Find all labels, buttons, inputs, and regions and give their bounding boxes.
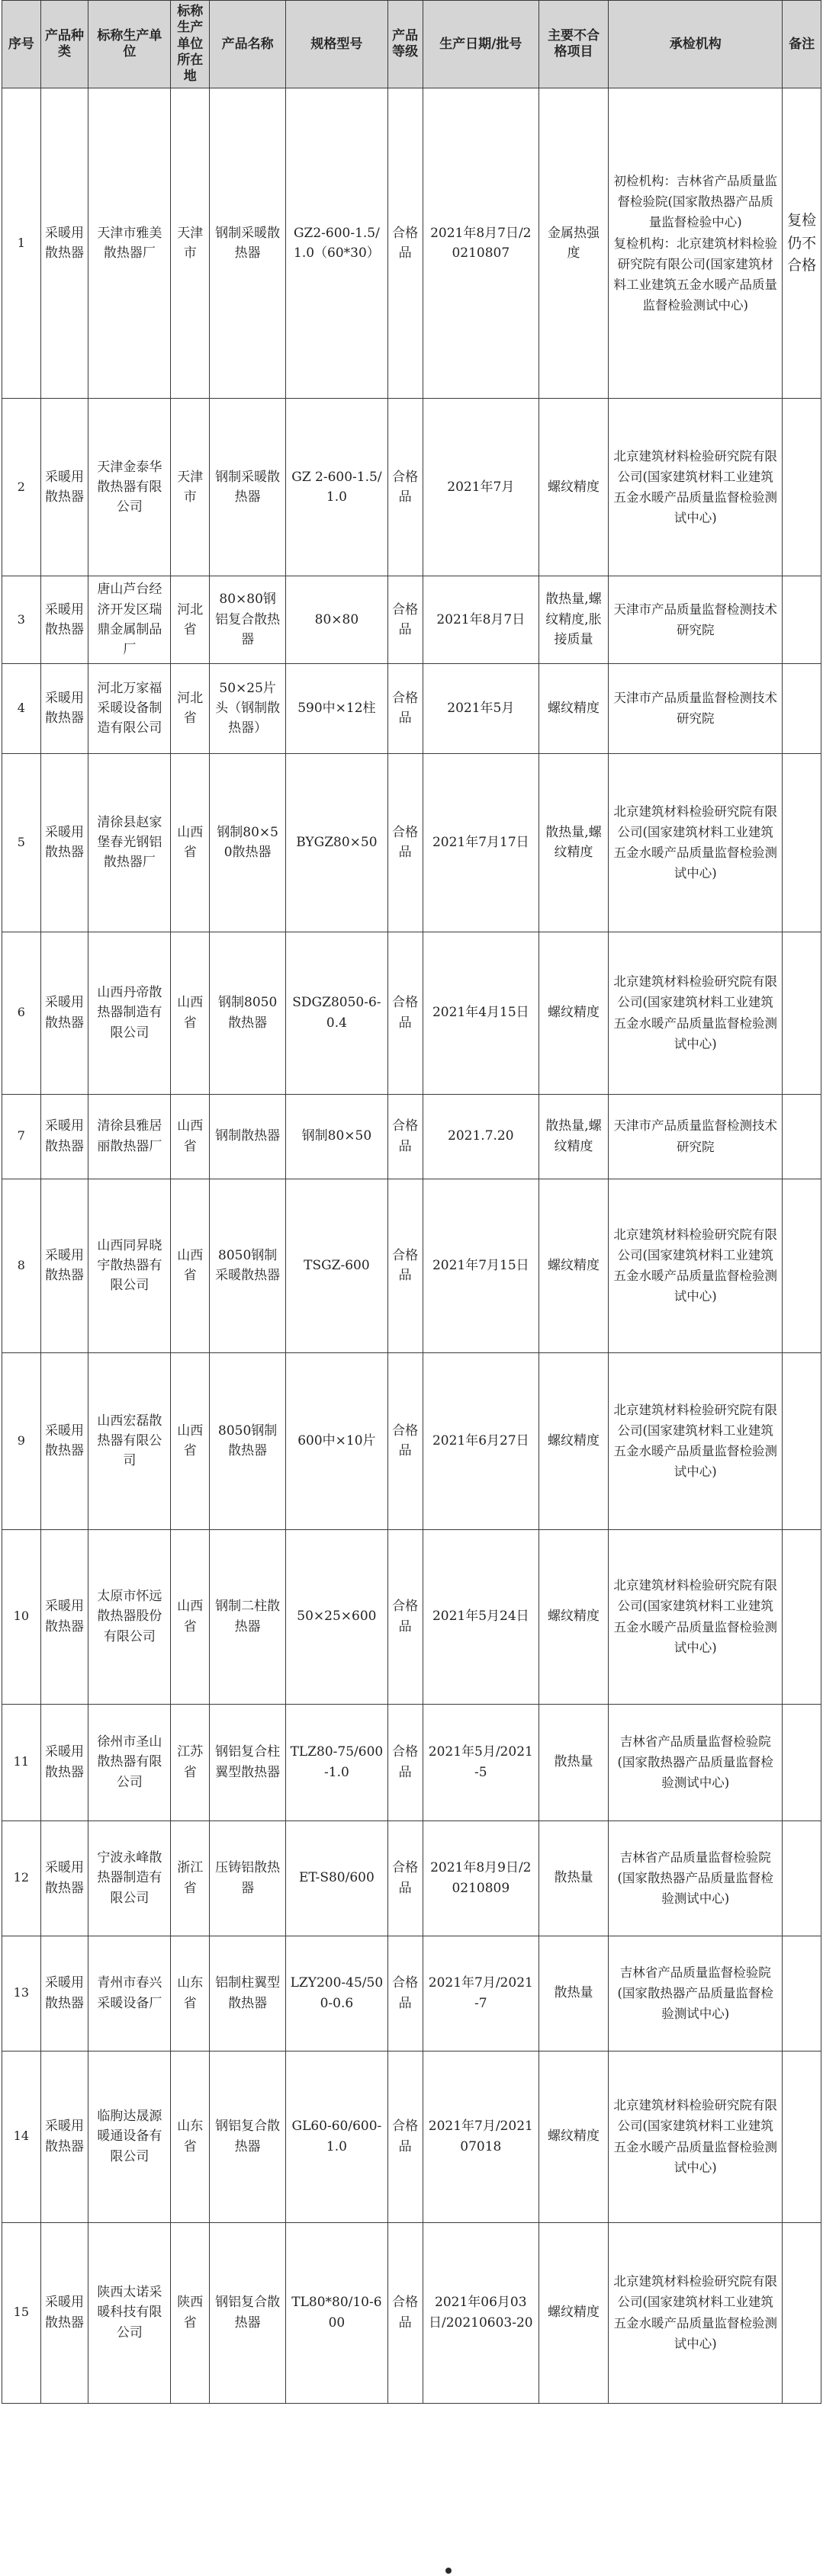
cell-location: 山西省 xyxy=(171,1094,210,1179)
table-row xyxy=(2,1179,821,1352)
bottom-edge xyxy=(0,2566,823,2576)
cell-note xyxy=(783,1529,821,1704)
cell-type: 采暖用散热器 xyxy=(40,663,88,753)
cell-model: TLZ80-75/600-1.0 xyxy=(286,1704,387,1821)
cell-grade: 合格品 xyxy=(387,1936,423,2051)
cell-type: 采暖用散热器 xyxy=(40,1529,88,1704)
cell-product: 钢制采暖散热器 xyxy=(210,399,286,576)
cell-failed: 螺纹精度 xyxy=(538,663,608,753)
cell-failed: 螺纹精度 xyxy=(538,1179,608,1352)
cell-type: 采暖用散热器 xyxy=(40,1821,88,1936)
cell-product: 8050钢制散热器 xyxy=(210,1352,286,1529)
cell-note xyxy=(783,663,821,753)
cell-product: 钢制80×50散热器 xyxy=(210,753,286,932)
cell-product: 8050钢制采暖散热器 xyxy=(210,1179,286,1352)
table-row xyxy=(2,1352,821,1529)
cell-location: 河北省 xyxy=(171,663,210,753)
cell-product: 80×80钢铝复合散热器 xyxy=(210,576,286,663)
cell-location: 山西省 xyxy=(171,753,210,932)
cell-date: 2021年8月9日/20210809 xyxy=(423,1821,538,1936)
table-row xyxy=(2,1821,821,1936)
cell-model: 600中×10片 xyxy=(286,1352,387,1529)
cell-lab: 北京建筑材料检验研究院有限公司(国家建筑材料工业建筑五金水暖产品质量监督检验测试中心) xyxy=(609,2222,783,2403)
cell-note xyxy=(783,932,821,1094)
cell-model: GL60-60/600-1.0 xyxy=(286,2051,387,2222)
cell-product: 钢铝复合柱翼型散热器 xyxy=(210,1704,286,1821)
table-row xyxy=(2,1704,821,1821)
cell-no: 8 xyxy=(2,1179,41,1352)
cell-note: 复检仍不合格 xyxy=(783,88,821,399)
cell-type: 采暖用散热器 xyxy=(40,753,88,932)
cell-model: LZY200-45/500-0.6 xyxy=(286,1936,387,2051)
cell-no: 7 xyxy=(2,1094,41,1179)
cell-note xyxy=(783,1704,821,1821)
cell-lab: 天津市产品质量监督检测技术研究院 xyxy=(609,663,783,753)
cell-date: 2021年8月7日/20210807 xyxy=(423,88,538,399)
cell-lab: 北京建筑材料检验研究院有限公司(国家建筑材料工业建筑五金水暖产品质量监督检验测试中心) xyxy=(609,2051,783,2222)
cell-location: 天津市 xyxy=(171,88,210,399)
cell-lab: 北京建筑材料检验研究院有限公司(国家建筑材料工业建筑五金水暖产品质量监督检验测试中心) xyxy=(609,753,783,932)
cell-grade: 合格品 xyxy=(387,1704,423,1821)
cell-type: 采暖用散热器 xyxy=(40,399,88,576)
cell-model: TSGZ-600 xyxy=(286,1179,387,1352)
col-header-grade: 产品等级 xyxy=(387,1,423,88)
cell-note xyxy=(783,1936,821,2051)
cell-model: GZ2-600-1.5/1.0（60*30） xyxy=(286,88,387,399)
cell-failed: 螺纹精度 xyxy=(538,2051,608,2222)
cell-product: 钢制8050散热器 xyxy=(210,932,286,1094)
cell-no: 4 xyxy=(2,663,41,753)
cell-no: 5 xyxy=(2,753,41,932)
cell-type: 采暖用散热器 xyxy=(40,1179,88,1352)
cell-location: 天津市 xyxy=(171,399,210,576)
cell-location: 陕西省 xyxy=(171,2222,210,2403)
table-row xyxy=(2,1529,821,1704)
cell-failed: 螺纹精度 xyxy=(538,399,608,576)
cell-company: 徐州市圣山散热器有限公司 xyxy=(88,1704,171,1821)
cell-type: 采暖用散热器 xyxy=(40,1352,88,1529)
table-header xyxy=(2,1,821,88)
cell-failed: 散热量,螺纹精度,胀接质量 xyxy=(538,576,608,663)
cell-lab: 北京建筑材料检验研究院有限公司(国家建筑材料工业建筑五金水暖产品质量监督检验测试中心) xyxy=(609,399,783,576)
cell-date: 2021年4月15日 xyxy=(423,932,538,1094)
col-header-no: 序号 xyxy=(2,1,41,88)
cell-grade: 合格品 xyxy=(387,753,423,932)
cell-no: 1 xyxy=(2,88,41,399)
cell-date: 2021年7月/2021-7 xyxy=(423,1936,538,2051)
table-row xyxy=(2,1094,821,1179)
table-row xyxy=(2,2222,821,2403)
cell-date: 2021年8月7日 xyxy=(423,576,538,663)
col-header-failed: 主要不合格项目 xyxy=(538,1,608,88)
cell-product: 50×25片头（钢制散热器） xyxy=(210,663,286,753)
cell-company: 太原市怀远散热器股份有限公司 xyxy=(88,1529,171,1704)
col-header-company: 标称生产单位 xyxy=(88,1,171,88)
table-row xyxy=(2,932,821,1094)
cell-lab: 吉林省产品质量监督检验院(国家散热器产品质量监督检验测试中心) xyxy=(609,1821,783,1936)
cell-company: 陕西太诺采暖科技有限公司 xyxy=(88,2222,171,2403)
cell-company: 山西同昇晓宇散热器有限公司 xyxy=(88,1179,171,1352)
cell-product: 钢制二柱散热器 xyxy=(210,1529,286,1704)
cell-note xyxy=(783,1352,821,1529)
cell-date: 2021年5月/2021-5 xyxy=(423,1704,538,1821)
cell-lab: 天津市产品质量监督检测技术研究院 xyxy=(609,576,783,663)
cell-date: 2021年7月/202107018 xyxy=(423,2051,538,2222)
cell-company: 河北万家福采暖设备制造有限公司 xyxy=(88,663,171,753)
cell-model: ET-S80/600 xyxy=(286,1821,387,1936)
cell-grade: 合格品 xyxy=(387,88,423,399)
cell-model: 590中×12柱 xyxy=(286,663,387,753)
cell-failed: 螺纹精度 xyxy=(538,1529,608,1704)
table-row xyxy=(2,88,821,399)
cell-location: 江苏省 xyxy=(171,1704,210,1821)
table-row xyxy=(2,399,821,576)
cell-type: 采暖用散热器 xyxy=(40,576,88,663)
cell-failed: 金属热强度 xyxy=(538,88,608,399)
cell-lab: 北京建筑材料检验研究院有限公司(国家建筑材料工业建筑五金水暖产品质量监督检验测试中心) xyxy=(609,1179,783,1352)
table-row xyxy=(2,2051,821,2222)
cell-location: 山西省 xyxy=(171,1529,210,1704)
cell-company: 天津市雅美散热器厂 xyxy=(88,88,171,399)
cell-grade: 合格品 xyxy=(387,576,423,663)
cell-location: 山西省 xyxy=(171,1352,210,1529)
cell-location: 山东省 xyxy=(171,1936,210,2051)
cell-type: 采暖用散热器 xyxy=(40,932,88,1094)
cell-model: 80×80 xyxy=(286,576,387,663)
cell-failed: 螺纹精度 xyxy=(538,2222,608,2403)
cell-model: BYGZ80×50 xyxy=(286,753,387,932)
cell-lab: 吉林省产品质量监督检验院(国家散热器产品质量监督检验测试中心) xyxy=(609,1936,783,2051)
col-header-note: 备注 xyxy=(783,1,821,88)
table-row xyxy=(2,1936,821,2051)
cell-failed: 散热量 xyxy=(538,1936,608,2051)
header-row xyxy=(2,1,821,88)
cell-note xyxy=(783,753,821,932)
cell-product: 钢制采暖散热器 xyxy=(210,88,286,399)
cell-failed: 散热量 xyxy=(538,1704,608,1821)
cell-lab: 天津市产品质量监督检测技术研究院 xyxy=(609,1094,783,1179)
cell-type: 采暖用散热器 xyxy=(40,2222,88,2403)
cell-no: 13 xyxy=(2,1936,41,2051)
cell-product: 铝制柱翼型散热器 xyxy=(210,1936,286,2051)
table-row xyxy=(2,753,821,932)
cell-lab: 吉林省产品质量监督检验院(国家散热器产品质量监督检验测试中心) xyxy=(609,1704,783,1821)
cell-company: 清徐县雅居丽散热器厂 xyxy=(88,1094,171,1179)
cell-location: 浙江省 xyxy=(171,1821,210,1936)
cell-model: TL80*80/10-600 xyxy=(286,2222,387,2403)
cell-grade: 合格品 xyxy=(387,1529,423,1704)
cell-grade: 合格品 xyxy=(387,663,423,753)
cell-grade: 合格品 xyxy=(387,1352,423,1529)
cell-product: 钢铝复合散热器 xyxy=(210,2222,286,2403)
cell-location: 河北省 xyxy=(171,576,210,663)
inspection-table xyxy=(2,0,821,2404)
col-header-location: 标称生产单位所在地 xyxy=(171,1,210,88)
cell-company: 唐山芦台经济开发区瑞鼎金属制品厂 xyxy=(88,576,171,663)
cell-failed: 散热量,螺纹精度 xyxy=(538,1094,608,1179)
table-row xyxy=(2,663,821,753)
cell-note xyxy=(783,2222,821,2403)
cell-note xyxy=(783,1094,821,1179)
cell-company: 临朐达晟源暖通设备有限公司 xyxy=(88,2051,171,2222)
cell-note xyxy=(783,1179,821,1352)
cell-lab: 北京建筑材料检验研究院有限公司(国家建筑材料工业建筑五金水暖产品质量监督检验测试中心) xyxy=(609,1529,783,1704)
cell-no: 6 xyxy=(2,932,41,1094)
cell-model: GZ 2-600-1.5/1.0 xyxy=(286,399,387,576)
cell-no: 9 xyxy=(2,1352,41,1529)
col-header-model: 规格型号 xyxy=(286,1,387,88)
cell-grade: 合格品 xyxy=(387,2222,423,2403)
cell-product: 钢铝复合散热器 xyxy=(210,2051,286,2222)
col-header-type: 产品种类 xyxy=(40,1,88,88)
table-body xyxy=(2,88,821,2403)
cell-failed: 螺纹精度 xyxy=(538,1352,608,1529)
cell-model: 钢制80×50 xyxy=(286,1094,387,1179)
cell-company: 天津金泰华散热器有限公司 xyxy=(88,399,171,576)
col-header-product: 产品名称 xyxy=(210,1,286,88)
cell-note xyxy=(783,576,821,663)
cell-date: 2021年5月24日 xyxy=(423,1529,538,1704)
dot-icon xyxy=(445,2568,452,2574)
cell-product: 钢制散热器 xyxy=(210,1094,286,1179)
cell-location: 山西省 xyxy=(171,1179,210,1352)
cell-type: 采暖用散热器 xyxy=(40,1094,88,1179)
cell-failed: 散热量,螺纹精度 xyxy=(538,753,608,932)
cell-no: 3 xyxy=(2,576,41,663)
cell-no: 12 xyxy=(2,1821,41,1936)
cell-company: 山西丹帝散热器制造有限公司 xyxy=(88,932,171,1094)
cell-failed: 螺纹精度 xyxy=(538,932,608,1094)
cell-no: 11 xyxy=(2,1704,41,1821)
cell-failed: 散热量 xyxy=(538,1821,608,1936)
cell-no: 2 xyxy=(2,399,41,576)
cell-note xyxy=(783,1821,821,1936)
cell-model: SDGZ8050-6-0.4 xyxy=(286,932,387,1094)
cell-grade: 合格品 xyxy=(387,932,423,1094)
table-row xyxy=(2,576,821,663)
cell-company: 青州市春兴采暖设备厂 xyxy=(88,1936,171,2051)
col-header-date: 生产日期/批号 xyxy=(423,1,538,88)
cell-grade: 合格品 xyxy=(387,1821,423,1936)
cell-lab: 初检机构：吉林省产品质量监督检验院(国家散热器产品质量监督检验中心) 复检机构：北京建筑材料检验研究院有限公司(国家建筑材料工业建筑五金水暖产品质量监督检验测试中心) xyxy=(609,88,783,399)
cell-note xyxy=(783,399,821,576)
cell-company: 清徐县赵家堡春光钢铝散热器厂 xyxy=(88,753,171,932)
cell-no: 10 xyxy=(2,1529,41,1704)
cell-no: 15 xyxy=(2,2222,41,2403)
cell-model: 50×25×600 xyxy=(286,1529,387,1704)
cell-grade: 合格品 xyxy=(387,1179,423,1352)
cell-company: 宁波永峰散热器制造有限公司 xyxy=(88,1821,171,1936)
col-header-lab: 承检机构 xyxy=(609,1,783,88)
cell-date: 2021年6月27日 xyxy=(423,1352,538,1529)
cell-date: 2021年06月03日/20210603-20 xyxy=(423,2222,538,2403)
cell-product: 压铸铝散热器 xyxy=(210,1821,286,1936)
cell-date: 2021年7月17日 xyxy=(423,753,538,932)
cell-lab: 北京建筑材料检验研究院有限公司(国家建筑材料工业建筑五金水暖产品质量监督检验测试中心) xyxy=(609,1352,783,1529)
cell-type: 采暖用散热器 xyxy=(40,2051,88,2222)
cell-date: 2021年5月 xyxy=(423,663,538,753)
cell-grade: 合格品 xyxy=(387,1094,423,1179)
cell-location: 山东省 xyxy=(171,2051,210,2222)
cell-type: 采暖用散热器 xyxy=(40,1936,88,2051)
cell-grade: 合格品 xyxy=(387,399,423,576)
cell-note xyxy=(783,2051,821,2222)
cell-date: 2021年7月 xyxy=(423,399,538,576)
cell-date: 2021年7月15日 xyxy=(423,1179,538,1352)
cell-type: 采暖用散热器 xyxy=(40,88,88,399)
cell-date: 2021.7.20 xyxy=(423,1094,538,1179)
cell-type: 采暖用散热器 xyxy=(40,1704,88,1821)
cell-company: 山西宏磊散热器有限公司 xyxy=(88,1352,171,1529)
cell-location: 山西省 xyxy=(171,932,210,1094)
cell-lab: 北京建筑材料检验研究院有限公司(国家建筑材料工业建筑五金水暖产品质量监督检验测试中心) xyxy=(609,932,783,1094)
cell-grade: 合格品 xyxy=(387,2051,423,2222)
cell-no: 14 xyxy=(2,2051,41,2222)
